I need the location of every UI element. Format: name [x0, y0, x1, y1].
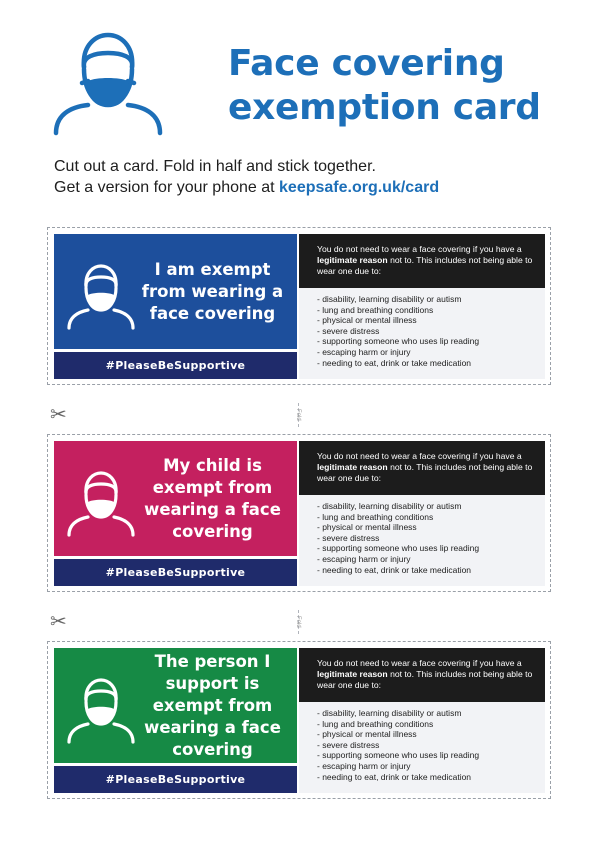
face-mask-person-icon [52, 27, 164, 137]
page-title [228, 42, 541, 130]
card-message-panel [54, 441, 297, 556]
back-text-bold: legitimate reason [317, 669, 388, 680]
card-message: My child is exempt from wearing a face covering [144, 455, 281, 541]
card-back [299, 234, 545, 379]
reason-item: - lung and breathing conditions [317, 304, 434, 315]
reason-item: - lung and breathing conditions [317, 511, 434, 522]
reason-item: - supporting someone who uses lip reading [317, 750, 480, 761]
reason-item: - severe distress [317, 739, 380, 750]
card-back-intro [299, 648, 545, 702]
back-text-part2: not to. This includes not being able to wear one due to: [317, 462, 533, 484]
fold-label: Fold [295, 616, 301, 628]
fold-label: Fold [295, 409, 301, 421]
reasons-list [317, 501, 479, 575]
reason-item: - supporting someone who uses lip reading [317, 543, 480, 554]
reason-item: - severe distress [317, 325, 380, 336]
exemption-card [47, 641, 551, 799]
reason-item: - escaping harm or injury [317, 760, 411, 771]
reason-item: - disability, learning disability or autism [317, 708, 462, 718]
cut-line [47, 403, 551, 427]
keepsafe-link[interactable]: keepsafe.org.uk/card [279, 179, 440, 196]
card-message: I am exempt from wearing a face covering [141, 259, 284, 323]
hashtag-banner: #PleaseBeSupportive [54, 559, 297, 586]
title-line-2: exemption card [228, 87, 541, 128]
reason-item: - needing to eat, drink or take medication [317, 564, 472, 575]
card-front [54, 234, 297, 379]
back-text-part1: You do not need to wear a face covering if you have a [317, 451, 522, 461]
reason-item: - supporting someone who uses lip reading [317, 336, 480, 347]
back-text-part1: You do not need to wear a face covering if you have a [317, 658, 522, 668]
reason-item: - physical or mental illness [317, 315, 417, 326]
card-message: The person I support is exempt from wearing a face covering [144, 651, 281, 759]
card-back [299, 648, 545, 793]
reason-item: - needing to eat, drink or take medication [317, 771, 472, 782]
face-mask-person-icon [66, 260, 136, 330]
intro-line-2-prefix: Get a version for your phone at [54, 179, 280, 196]
card-front [54, 648, 297, 793]
reason-item: - physical or mental illness [317, 522, 417, 533]
scissors-icon: ✂ [50, 404, 67, 426]
card-message-panel [54, 234, 297, 349]
reason-item: - physical or mental illness [317, 729, 417, 740]
reasons-list [317, 294, 479, 368]
hashtag-banner: #PleaseBeSupportive [54, 766, 297, 793]
reason-item: - needing to eat, drink or take medication [317, 357, 472, 368]
cut-line [47, 610, 551, 634]
scissors-icon: ✂ [50, 611, 67, 633]
back-text-part1: You do not need to wear a face covering if you have a [317, 244, 522, 254]
card-back-intro [299, 441, 545, 495]
back-text-part2: not to. This includes not being able to wear one due to: [317, 669, 533, 691]
back-text-bold: legitimate reason [317, 255, 388, 266]
reason-item: - disability, learning disability or autism [317, 501, 462, 511]
title-line-1: Face covering [228, 43, 505, 84]
face-mask-person-icon [66, 674, 136, 744]
intro-line-2 [54, 177, 439, 198]
card-back-intro [299, 234, 545, 288]
reason-item: - severe distress [317, 532, 380, 543]
exemption-card [47, 434, 551, 592]
intro-line-1: Cut out a card. Fold in half and stick together. [54, 158, 376, 175]
card-back [299, 441, 545, 586]
intro-text [54, 156, 439, 198]
reason-item: - escaping harm or injury [317, 346, 411, 357]
reason-item: - disability, learning disability or autism [317, 294, 462, 304]
hashtag-banner: #PleaseBeSupportive [54, 352, 297, 379]
back-text-bold: legitimate reason [317, 462, 388, 473]
card-message-panel [54, 648, 297, 763]
face-mask-person-icon [66, 467, 136, 537]
card-front [54, 441, 297, 586]
reasons-list [317, 708, 479, 782]
back-text-part2: not to. This includes not being able to wear one due to: [317, 255, 533, 277]
reason-item: - lung and breathing conditions [317, 718, 434, 729]
reason-item: - escaping harm or injury [317, 553, 411, 564]
exemption-card [47, 227, 551, 385]
